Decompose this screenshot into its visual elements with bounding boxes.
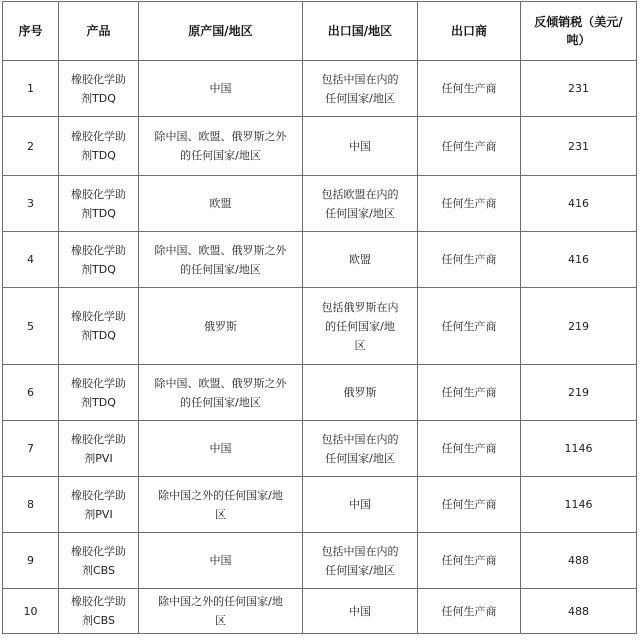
export-country-label: 俄罗斯: [343, 386, 377, 399]
origin-label: 除中国、欧盟、俄罗斯之外的任何国家/地区: [154, 130, 287, 162]
cell-no: 4: [3, 232, 59, 288]
cell-origin: [139, 365, 303, 421]
header-duty: [521, 2, 637, 61]
cell-export-country: [303, 117, 418, 176]
cell-duty: 219: [521, 288, 637, 365]
cell-no: 5: [3, 288, 59, 365]
export-country-label: 中国: [349, 498, 371, 511]
origin-label: 中国: [209, 82, 232, 95]
header-export-country: 出口国/地区: [303, 2, 418, 61]
product-label: 橡胶化学助剂CBS: [71, 595, 126, 627]
cell-exporter: 任何生产商: [418, 176, 521, 232]
header-origin: 原产国/地区: [139, 2, 303, 61]
origin-label: 除中国之外的任何国家/地区: [158, 595, 283, 627]
cell-no: 10: [3, 589, 59, 634]
table-row: [3, 421, 637, 477]
cell-no: 2: [3, 117, 59, 176]
cell-export-country: [303, 61, 418, 117]
cell-product: [59, 421, 139, 477]
cell-duty: 416: [521, 176, 637, 232]
header-duty-label: 反倾销税（美元/吨）: [534, 15, 623, 47]
export-country-label: 中国: [349, 604, 371, 618]
cell-export-country: [303, 232, 418, 288]
origin-label: 中国: [209, 554, 232, 567]
cell-product: [59, 365, 139, 421]
cell-no: 1: [3, 61, 59, 117]
product-label: 橡胶化学助剂TDQ: [71, 187, 126, 220]
cell-product: [59, 533, 139, 589]
table-row: [3, 477, 637, 533]
cell-product: [59, 232, 139, 288]
cell-origin: [139, 288, 303, 365]
origin-label: 除中国、欧盟、俄罗斯之外的任何国家/地区: [154, 376, 287, 409]
cell-duty: 488: [521, 533, 637, 589]
table-row: [3, 176, 637, 232]
cell-duty: 1146: [521, 477, 637, 533]
cell-duty: 231: [521, 117, 637, 176]
export-country-label: 包括中国在内的任何国家/地区: [321, 72, 399, 105]
cell-duty: 416: [521, 232, 637, 288]
cell-origin: [139, 61, 303, 117]
export-country-label: 欧盟: [349, 253, 371, 266]
product-label: 橡胶化学助剂TDQ: [71, 243, 126, 276]
cell-export-country: [303, 533, 418, 589]
cell-product: [59, 61, 139, 117]
product-label: 橡胶化学助剂TDQ: [71, 72, 126, 105]
cell-product: [59, 477, 139, 533]
cell-export-country: [303, 589, 418, 634]
cell-product: [59, 288, 139, 365]
header-no: 序号: [3, 2, 59, 61]
cell-origin: [139, 232, 303, 288]
cell-origin: [139, 421, 303, 477]
cell-exporter: 任何生产商: [418, 117, 521, 176]
cell-export-country: [303, 477, 418, 533]
header-exporter: 出口商: [418, 2, 521, 61]
cell-export-country: [303, 421, 418, 477]
cell-origin: [139, 176, 303, 232]
table-row: [3, 365, 637, 421]
cell-export-country: [303, 288, 418, 365]
cell-exporter: 任何生产商: [418, 421, 521, 477]
cell-no: 9: [3, 533, 59, 589]
cell-product: [59, 117, 139, 176]
table-row: [3, 533, 637, 589]
cell-exporter: 任何生产商: [418, 288, 521, 365]
cell-origin: [139, 589, 303, 634]
origin-label: 欧盟: [209, 197, 232, 210]
cell-origin: [139, 477, 303, 533]
table-row: [3, 61, 637, 117]
table-row: [3, 232, 637, 288]
header-product: 产品: [59, 2, 139, 61]
cell-duty: 231: [521, 61, 637, 117]
cell-export-country: [303, 365, 418, 421]
table-row: [3, 589, 637, 634]
origin-label: 除中国、欧盟、俄罗斯之外的任何国家/地区: [154, 243, 287, 276]
cell-duty: 1146: [521, 421, 637, 477]
origin-label: 除中国之外的任何国家/地区: [158, 488, 283, 521]
cell-export-country: [303, 176, 418, 232]
table-row: [3, 117, 637, 176]
product-label: 橡胶化学助剂CBS: [71, 544, 126, 577]
product-label: 橡胶化学助剂TDQ: [71, 376, 126, 409]
cell-exporter: 任何生产商: [418, 533, 521, 589]
cell-origin: [139, 117, 303, 176]
export-country-label: 包括中国在内的任何国家/地区: [321, 544, 399, 577]
cell-duty: 219: [521, 365, 637, 421]
table-row: [3, 288, 637, 365]
origin-label: 俄罗斯: [204, 319, 237, 333]
product-label: 橡胶化学助剂PVI: [71, 432, 126, 465]
export-country-label: 包括俄罗斯在内的任何国家/地区: [321, 300, 399, 352]
product-label: 橡胶化学助剂PVI: [71, 488, 126, 521]
cell-exporter: 任何生产商: [418, 477, 521, 533]
export-country-label: 包括中国在内的任何国家/地区: [321, 432, 399, 465]
product-label: 橡胶化学助剂TDQ: [71, 130, 126, 162]
product-label: 橡胶化学助剂TDQ: [71, 310, 126, 342]
cell-exporter: 任何生产商: [418, 589, 521, 634]
cell-no: 6: [3, 365, 59, 421]
cell-origin: [139, 533, 303, 589]
cell-no: 3: [3, 176, 59, 232]
table-header-row: [3, 2, 637, 61]
cell-no: 8: [3, 477, 59, 533]
export-country-label: 中国: [349, 139, 371, 153]
cell-exporter: 任何生产商: [418, 232, 521, 288]
origin-label: 中国: [209, 442, 232, 455]
anti-dumping-duty-table: [2, 1, 637, 634]
cell-product: [59, 589, 139, 634]
export-country-label: 包括欧盟在内的任何国家/地区: [321, 187, 399, 220]
cell-duty: 488: [521, 589, 637, 634]
cell-no: 7: [3, 421, 59, 477]
cell-exporter: 任何生产商: [418, 61, 521, 117]
cell-product: [59, 176, 139, 232]
cell-exporter: 任何生产商: [418, 365, 521, 421]
